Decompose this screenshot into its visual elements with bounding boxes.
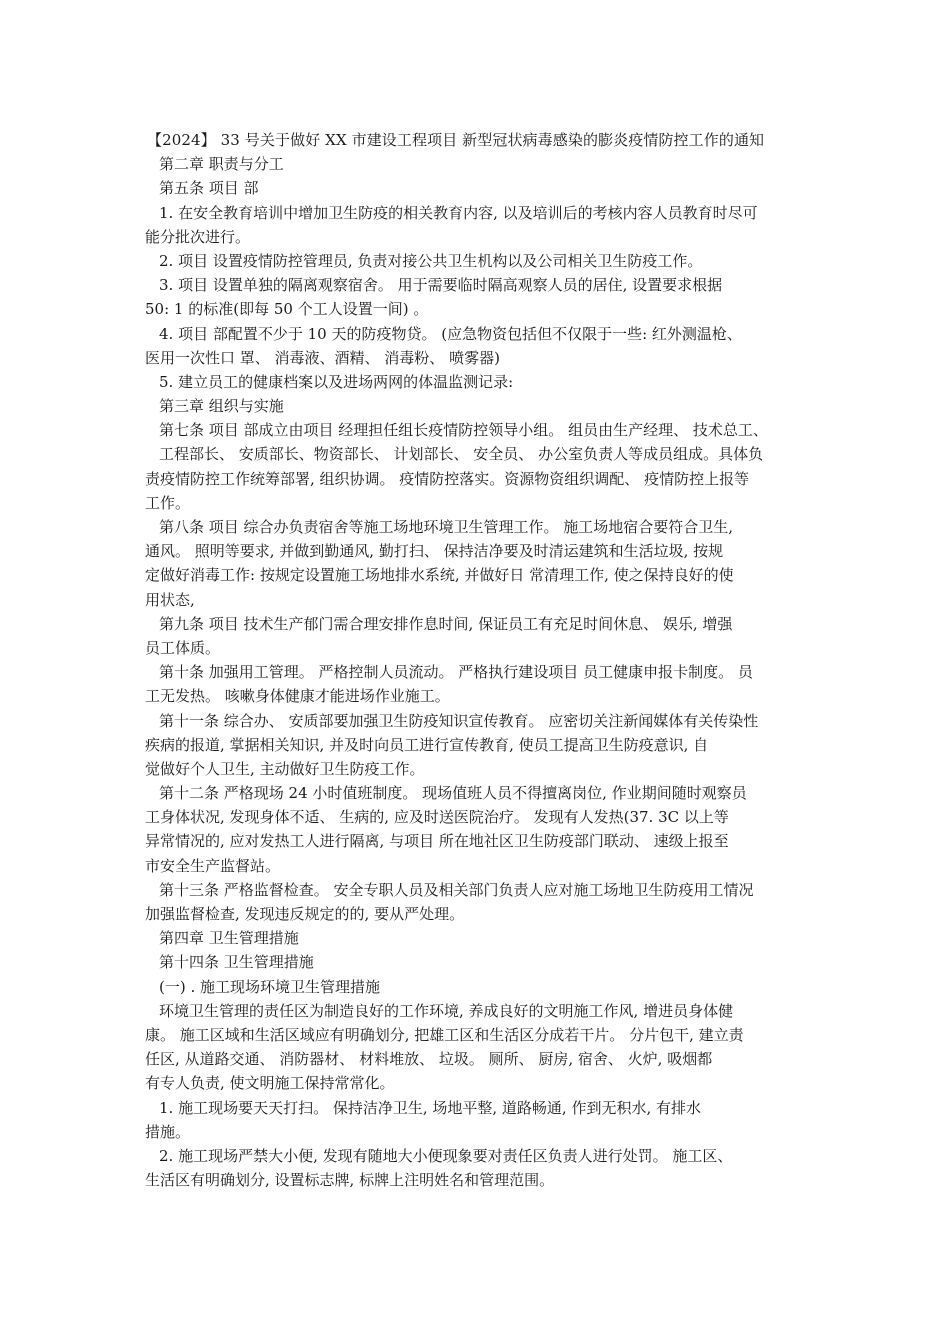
chapter-heading: 第二章 职责与分工 — [159, 155, 284, 174]
paragraph-line: 工身体状况, 发现身体不适、 生病的, 应及时送医院治疗。 发现有人发热(37. 3C 以上等 — [145, 808, 729, 827]
document-body — [145, 128, 825, 1192]
list-item: 5. 建立员工的健康档案以及进场两网的体温监测记录: — [159, 372, 514, 391]
article-paragraph: 第十二条 严格现场 24 小时值班制度。 现场值班人员不得擅离岗位, 作业期间随时观察员 — [159, 784, 747, 803]
article-paragraph: 第十一条 综合办、 安质部要加强卫生防疫知识宣传教育。 应密切关注新闻媒体有关传染性 — [159, 711, 759, 730]
paragraph-line: 用状态, — [145, 590, 195, 609]
paragraph-line: 措施。 — [145, 1122, 191, 1141]
paragraph-line: 工作。 — [145, 493, 191, 512]
list-item: 2. 施工现场严禁大小便, 发现有随地大小便现象要对责任区负责人进行处罚。 施工区、 — [159, 1146, 733, 1165]
article-heading: 第十四条 卫生管理措施 — [159, 953, 314, 972]
paragraph-line: 工无发热。 咳嗽身体健康才能进场作业施工。 — [145, 687, 450, 706]
list-item: 2. 项目 设置疫情防控管理员, 负责对接公共卫生机构以及公司相关卫生防疫工作。 — [159, 251, 703, 270]
paragraph-line: 觉做好个人卫生, 主动做好卫生防疫工作。 — [145, 759, 425, 778]
article-heading: 第五条 项目 部 — [159, 179, 259, 198]
article-paragraph: 第九条 项目 技术生产郁门需合理安排作息时间, 保证员工有充足时间休息、 娱乐, 增强 — [159, 614, 733, 633]
paragraph-line: 有专人负责, 使文明施工保持常常化。 — [145, 1074, 395, 1093]
article-paragraph: 第八条 项目 综合办负责宿舍等施工场地环境卫生管理工作。 施工场地宿合要符合卫生, — [159, 518, 734, 536]
paragraph-line: 市安全生产监督站。 — [145, 856, 281, 875]
paragraph-line: 任区, 从道路交通、 消防器材、 材料堆放、 垃圾。 厕所、 厨房, 宿舍、 火炉, 吸烟都 — [145, 1050, 713, 1069]
list-item: 1. 施工现场要天天打扫。 保持洁净卫生, 场地平整, 道路畅通, 作到无积水, 有排水 — [159, 1098, 701, 1117]
article-paragraph: 第十三条 严格监督检查。 安全专职人员及相关部门负责人应对施工场地卫生防疫用工情况 — [159, 880, 754, 899]
list-item: 4. 项目 部配置不少于 10 天的防疫物贷。 (应急物资包括但不仅限于一些: 红外测温枪、 — [159, 324, 742, 343]
article-paragraph: 第七条 项目 部成立由项目 经理担任组长疫情防控领导小组。 组员由生产经理、 技术总工、 — [159, 421, 768, 440]
paragraph-line: 加强监督检查, 发现违反规定的的, 要从严处理。 — [145, 905, 465, 923]
document-title: 【2024】 33 号关于做好 XX 市建设工程项目 新型冠状病毒感染的膨炎疫情防控工作的通知 — [147, 131, 765, 149]
paragraph-line: 通风。 照明等要求, 并做到勤通风, 勤打扫、 保持洁净要及时清运建筑和生活垃圾, 按规 — [145, 542, 724, 561]
paragraph-line: 生活区有明确划分, 设置标志牌, 标牌上注明姓名和管理范围。 — [145, 1171, 555, 1190]
paragraph-line: 疾病的报道, 掌据相关知识, 并及时向员工进行宣传教育, 使员工提高卫生防疫意识, 自 — [145, 735, 709, 754]
article-paragraph: 第十条 加强用工管理。 严格控制人员流动。 严格执行建设项目 员工健康申报卡制度。 员 — [159, 663, 753, 682]
paragraph-line: 医用一次性口 罩、 消毒液、酒精、 消毒粉、 喷雾器) — [145, 348, 500, 367]
chapter-heading: 第四章 卫生管理措施 — [159, 929, 299, 948]
article-paragraph: 环境卫生管理的责任区为制造良好的工作环境, 养成良好的文明施工作风, 增进员身体健 — [159, 1001, 734, 1020]
paragraph-line: 责疫情防控工作统筹部署, 组织协调。 疫情防控落实。资源物资组织调配、 疫情防控上报等 — [145, 469, 750, 488]
paragraph-line: 员工体质。 — [145, 638, 221, 657]
paragraph-line: 50: 1 的标准(即每 50 个工人设置一间) 。 — [145, 300, 429, 319]
paragraph-line: 定做好消毒工作: 按规定设置施工场地排水系统, 并做好日 常清理工作, 使之保持良好的使 — [145, 566, 734, 585]
paragraph-line: 能分批次进行。 — [145, 227, 251, 246]
list-item: 3. 项目 设置单独的隔离观察宿舍。 用于需要临时隔高观察人员的居住, 设置要求根据 — [159, 276, 723, 295]
list-item: 1. 在安全教育培训中增加卫生防疫的相关教育内容, 以及培训后的考核内容人员教育时尽可 — [159, 203, 758, 222]
paragraph-line: 工程部长、 安质部长、物资部长、 计划部长、 安全员、 办公室负责人等成员组成。具体负 — [159, 445, 764, 464]
chapter-heading: 第三章 组织与实施 — [159, 397, 284, 416]
paragraph-line: 异常情况的, 应对发热工人进行隔离, 与项目 所在地社区卫生防疫部门联动、 速级上报至 — [145, 832, 729, 851]
section-heading: (一) . 施工现场环境卫生管理措施 — [159, 977, 381, 996]
paragraph-line: 康。 施工区域和生活区域应有明确划分, 把雄工区和生活区分成若干片。 分片包干, 建立责 — [145, 1025, 744, 1044]
